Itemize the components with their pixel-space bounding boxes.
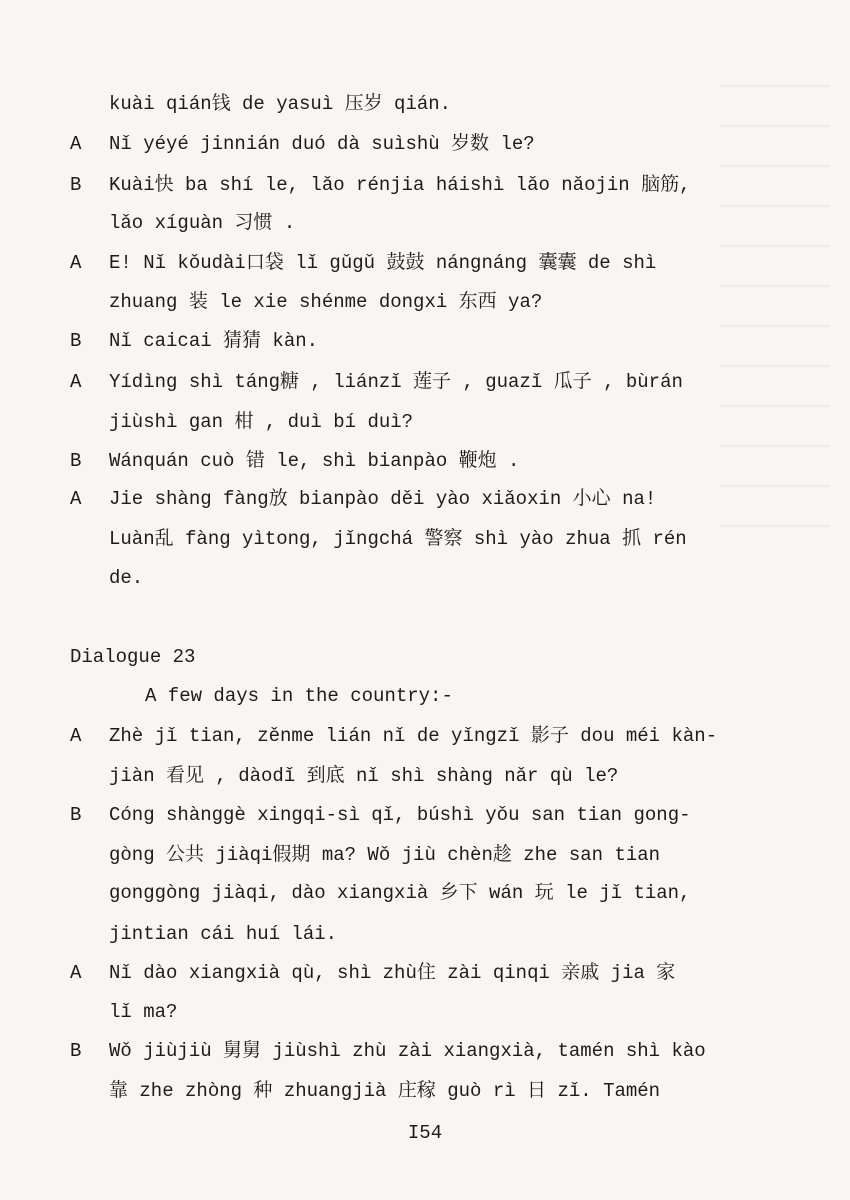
line-text: gòng 公共 jiàqi假期 ma? Wǒ jiù chèn趁 zhe san tian <box>109 844 661 866</box>
speaker-label: B <box>70 1040 82 1062</box>
line-text: 靠 zhe zhòng 种 zhuangjià 庄稼 guò rì 日 zǐ. Tamén <box>109 1080 661 1102</box>
line-text: jintian cái huí lái. <box>109 923 338 945</box>
speaker-label: B <box>70 450 82 472</box>
line-text: Wǒ jiùjiù 舅舅 jiùshì zhù zài xiangxià, tamén shì kào <box>109 1040 706 1062</box>
text-line <box>0 165 850 205</box>
text-line <box>0 835 850 875</box>
text-line <box>0 795 850 835</box>
text-line <box>0 362 850 402</box>
text-line <box>0 519 850 559</box>
line-text: Nǐ yéyé jinnián duó dà suìshù 岁数 le? <box>109 133 535 155</box>
line-text: Luàn乱 fàng yìtong, jǐngchá 警察 shì yào zhua 抓 rén <box>109 528 687 550</box>
text-line <box>0 953 850 993</box>
line-text: Wánquán cuò 错 le, shì bianpào 鞭炮 . <box>109 450 520 472</box>
text-line <box>0 84 850 124</box>
speaker-label: A <box>70 252 82 274</box>
speaker-label: A <box>70 371 82 393</box>
line-text: gonggòng jiàqi, dào xiangxià 乡下 wán 玩 le jǐ tian, <box>109 882 691 904</box>
line-text: Nǐ dào xiangxià qù, shì zhù住 zài qinqi 亲戚 jia 家 <box>109 962 676 984</box>
text-line <box>0 282 850 322</box>
line-text: lǎo xíguàn 习惯 . <box>109 212 296 234</box>
line-text: kuài qián钱 de yasuì 压岁 qián. <box>109 93 452 115</box>
text-line <box>0 992 850 1032</box>
line-text: Jie shàng fàng放 bianpào děi yào xiǎoxin 小心 na! <box>109 488 657 510</box>
line-text: Kuài快 ba shí le, lǎo rénjia háishì lǎo nǎojin 脑筋, <box>109 174 691 196</box>
text-line <box>0 873 850 913</box>
text-line <box>0 402 850 442</box>
speaker-label: A <box>70 133 82 155</box>
speaker-label: B <box>70 804 82 826</box>
speaker-label: A <box>70 962 82 984</box>
text-line <box>0 321 850 361</box>
line-text: jiàn 看见 , dàodǐ 到底 nǐ shì shàng nǎr qù le? <box>109 765 619 787</box>
line-text: jiùshì gan 柑 , duì bí duì? <box>109 411 414 433</box>
line-text: E! Nǐ kǒudài口袋 lǐ gǔgǔ 鼓鼓 nángnáng 囊囊 de shì <box>109 252 657 274</box>
text-line <box>0 243 850 283</box>
line-text: Yídìng shì táng糖 , liánzǐ 莲子 , guazǐ 瓜子 , bùrán <box>109 371 683 393</box>
line-text: zhuang 装 le xie shénme dongxi 东西 ya? <box>109 291 543 313</box>
speaker-label: A <box>70 488 82 510</box>
page-number: I54 <box>407 1122 443 1144</box>
text-line <box>0 716 850 756</box>
dialogue-heading <box>0 637 850 677</box>
line-text: Zhè jǐ tian, zěnme lián nǐ de yǐngzǐ 影子 dou méi kàn- <box>109 725 718 747</box>
text-line <box>0 1031 850 1071</box>
line-text: lǐ ma? <box>109 1001 178 1023</box>
text-line <box>0 914 850 954</box>
text-line <box>0 558 850 598</box>
intro-text: A few days in the country:- <box>145 685 453 707</box>
text-line <box>0 1071 850 1111</box>
line-text: de. <box>109 567 144 589</box>
speaker-label: B <box>70 174 82 196</box>
speaker-label: B <box>70 330 82 352</box>
text-line <box>0 124 850 164</box>
text-line <box>0 479 850 519</box>
dialogue-title: Dialogue 23 <box>70 646 196 668</box>
dialogue-intro <box>0 676 850 716</box>
text-line <box>0 441 850 481</box>
line-text: Cóng shànggè xingqi-sì qǐ, búshì yǒu san tian gong- <box>109 804 691 826</box>
text-line <box>0 756 850 796</box>
speaker-label: A <box>70 725 82 747</box>
text-line <box>0 203 850 243</box>
line-text: Nǐ caicai 猜猜 kàn. <box>109 330 319 352</box>
